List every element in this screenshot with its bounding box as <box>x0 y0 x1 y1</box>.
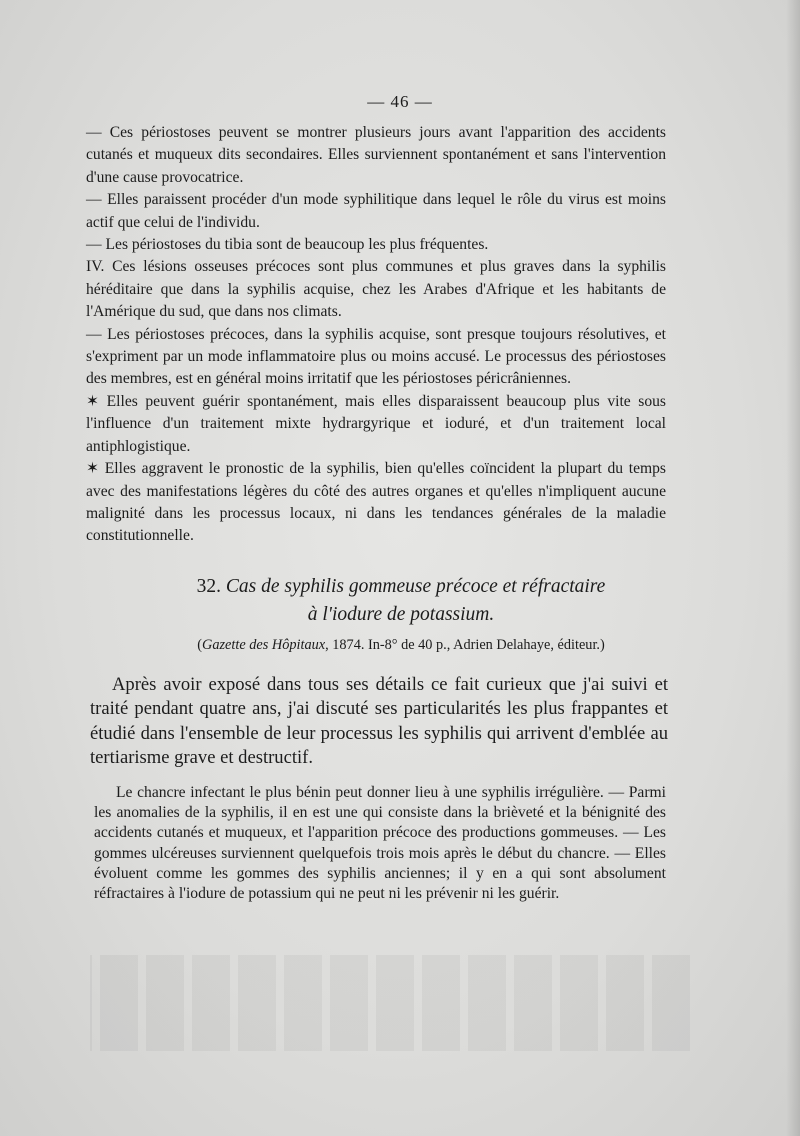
entry-title <box>86 573 716 629</box>
bleed-line <box>90 1003 690 1027</box>
paragraph: — Les périostoses du tibia sont de beaucoup les plus fréquentes. <box>86 236 489 254</box>
bleed-line <box>90 979 690 1003</box>
paragraph: ✶ Elles peuvent guérir spontanément, mais elles disparaissent beaucoup plus vite sous l'influence d'un traitement mixte hydrargyrique et ioduré, et d'un traitement local antiphlogistique. <box>86 392 666 455</box>
entry-title-line2: à l'iodure de potassium. <box>307 604 495 625</box>
entry-lead-paragraph <box>90 673 668 771</box>
bleed-line <box>90 955 690 979</box>
page-number: — 46 — <box>367 92 433 111</box>
paragraph: IV. Ces lésions osseuses précoces sont plus communes et plus graves dans la syphilis héréditaire que dans la syphilis acquise, chez les Arabes d'Afrique et les habitants de l'Amérique du sud, que dans nos climats. <box>86 258 666 321</box>
show-through-texture <box>90 955 690 1051</box>
citation-journal: Gazette des Hôpitaux <box>202 637 326 653</box>
citation-details: , 1874. In-8° de 40 p., Adrien Delahaye, éditeur. <box>325 637 600 653</box>
paragraph: — Les périostoses précoces, dans la syphilis acquise, sont presque toujours résolutives, et s'expriment par un mode inflammatoire plus ou moins accusé. Le processus des périostoses des membres, est en général moins irritatif que les périostoses péricrâniennes. <box>86 325 666 388</box>
citation-close: ) <box>600 637 605 653</box>
paragraph: ✶ Elles aggravent le pronostic de la syphilis, bien qu'elles coïncident la plupart du temps avec des manifestations légères du côté des autres organes et qu'elles n'impliquent aucune malignité dans les processus locaux, ni dans les tendances générales de la maladie constitutionnelle. <box>86 460 666 545</box>
bleed-line <box>90 1027 690 1051</box>
paragraph: — Elles paraissent procéder d'un mode syphilitique dans lequel le rôle du virus est moins actif que celui de l'individu. <box>86 191 666 231</box>
lead-text: Après avoir exposé dans tous ses détails ce fait curieux que j'ai suivi et traité pendant quatre ans, j'ai discuté ses particularités les plus frappantes et étudié dans l'ensemble de leur processus les syphilis qui arrivent d'emblée au tertiarisme grave et destructif. <box>90 674 668 769</box>
entry-body-paragraph <box>94 783 666 904</box>
entry-title-line1: Cas de syphilis gommeuse précoce et réfractaire <box>225 576 606 597</box>
entry-citation <box>86 637 716 654</box>
entry-number: 32. <box>196 576 222 597</box>
paragraph: — Ces périostoses peuvent se montrer plusieurs jours avant l'apparition des accidents cutanés et muqueux dits secondaires. Elles surviennent spontanément et sans l'intervention d'une cause provocatrice. <box>86 124 666 186</box>
body-text: Le chancre infectant le plus bénin peut donner lieu à une syphilis irrégulière. — Parmi les anomalies de la syphilis, il en est une qui consiste dans la brièveté et la bénignité des accidents cutanés et muqueux, et l'apparition précoce des productions gommeuses. — Les gommes ulcéreuses surviennent quelquefois trois mois après le début du chancre. — Elles évoluent comme les gommes des syphilis anciennes; il y en a qui sont absolument réfractaires à l'iodure de potassium qui ne peut ni les prévenir ni les guérir. <box>94 784 666 903</box>
section-periostoses <box>86 122 666 548</box>
citation-open: ( <box>197 637 202 653</box>
